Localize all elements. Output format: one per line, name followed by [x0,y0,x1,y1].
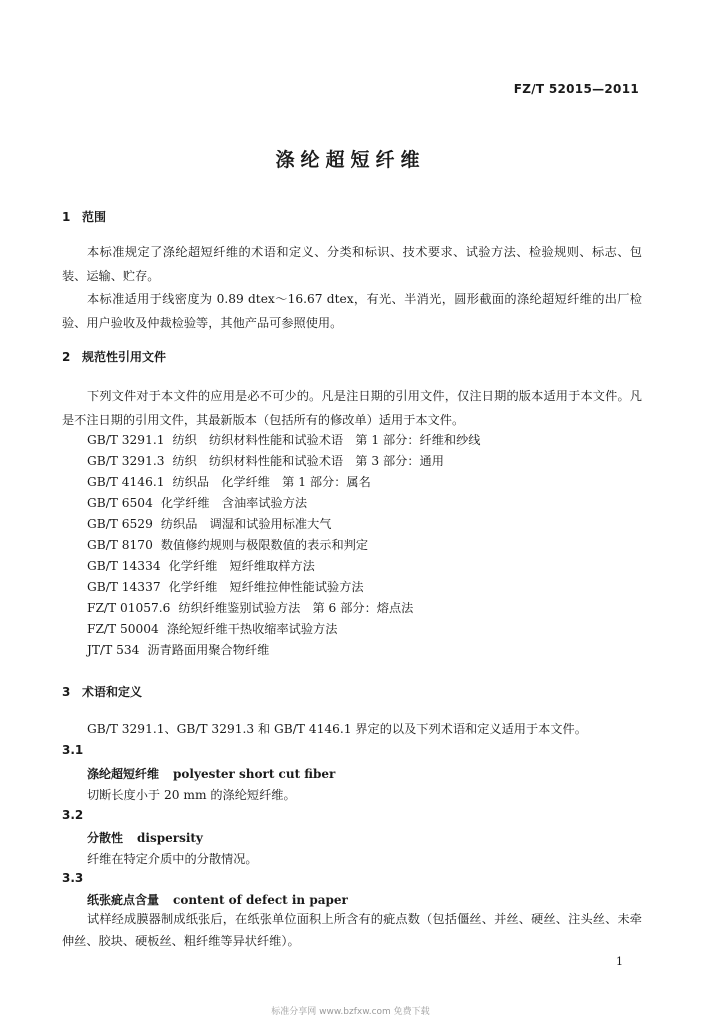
reference-item [87,535,368,555]
section-title: 范围 [82,210,107,224]
reference-code: GB/T 3291.3 [87,454,165,468]
reference-code: FZ/T 50004 [87,622,159,636]
reference-item [87,472,371,492]
document-title: 涤纶超短纤维 [275,149,426,171]
term-entry [87,765,335,782]
reference-item [87,577,364,597]
reference-code: GB/T 6529 [87,517,153,531]
normative-intro: 下列文件对于本文件的应用是必不可少的。凡是注日期的引用文件，仅注日期的版本适用于本文件。凡是不注日期的引用文件，其最新版本（包括所有的修改单）适用于本文件。 [62,389,642,427]
term-chinese: 涤纶超短纤维 [87,767,160,781]
term-entry [87,891,348,908]
reference-name: 沥青路面用聚合物纤维 [147,643,270,657]
reference-item [87,598,413,618]
reference-name: 化学纤维 含油率试验方法 [160,496,308,510]
term-definition: 纤维在特定介质中的分散情况。 [87,852,258,866]
section-number: 3 [62,685,71,699]
reference-item [87,430,480,450]
section-title: 术语和定义 [82,685,143,699]
scope-paragraph-2: 本标准适用于线密度为 0.89 dtex～16.67 dtex，有光、半消光，圆形截面的涤纶超短纤维的出厂检验、用户验收及仲裁检验等，其他产品可参照使用。 [62,292,642,330]
reference-code: GB/T 6504 [87,496,153,510]
reference-item [87,556,315,576]
term-english: dispersity [137,831,203,845]
term-chinese: 纸张疵点含量 [87,893,160,907]
term-definition: 试样经成膜器制成纸张后，在纸张单位面积上所含有的疵点数（包括僵丝、并丝、硬丝、注头丝、未牵伸丝、胶块、硬板丝、粗纤维等异状纤维）。 [62,912,642,948]
reference-name: 数值修约规则与极限数值的表示和判定 [160,538,369,552]
reference-code: JT/T 534 [87,643,140,657]
terms-intro: GB/T 3291.1、GB/T 3291.3 和 GB/T 4146.1 界定的以及下列术语和定义适用于本文件。 [87,722,587,736]
section-heading-scope [62,208,106,225]
standard-number: FZ/T 52015—2011 [513,82,639,96]
section-number: 1 [62,210,71,224]
term-english: content of defect in paper [173,893,348,907]
reference-item [87,640,269,660]
reference-item [87,619,337,639]
reference-name: 纺织品 化学纤维 第 1 部分：属名 [172,475,371,489]
reference-code: GB/T 4146.1 [87,475,165,489]
term-number: 3.3 [62,871,84,885]
scope-paragraph-1: 本标准规定了涤纶超短纤维的术语和定义、分类和标识、技术要求、试验方法、检验规则、标志、包装、运输、贮存。 [62,245,642,283]
reference-code: GB/T 3291.1 [87,433,165,447]
reference-name: 纺织 纺织材料性能和试验术语 第 3 部分：通用 [172,454,444,468]
term-number: 3.1 [62,743,84,757]
term-chinese: 分散性 [87,831,124,845]
section-title: 规范性引用文件 [82,350,167,364]
reference-name: 化学纤维 短纤维取样方法 [168,559,315,573]
section-number: 2 [62,350,71,364]
reference-item [87,493,307,513]
term-definition: 切断长度小于 20 mm 的涤纶短纤维。 [87,788,296,802]
reference-name: 纺织品 调湿和试验用标准大气 [160,517,332,531]
reference-item [87,451,444,471]
page-number: 1 [616,955,623,968]
section-heading-terms [62,683,142,700]
reference-code: GB/T 14337 [87,580,161,594]
reference-name: 涤纶短纤维干热收缩率试验方法 [166,622,338,636]
reference-name: 化学纤维 短纤维拉伸性能试验方法 [168,580,364,594]
reference-code: GB/T 14334 [87,559,161,573]
section-heading-normative-references [62,348,166,365]
term-english: polyester short cut fiber [173,767,336,781]
reference-name: 纺织 纺织材料性能和试验术语 第 1 部分：纤维和纱线 [172,433,481,447]
reference-code: GB/T 8170 [87,538,153,552]
term-entry [87,829,203,846]
reference-code: FZ/T 01057.6 [87,601,171,615]
watermark-footer: 标准分享网 www.bzfxw.com 免费下载 [271,1007,430,1017]
reference-name: 纺织纤维鉴别试验方法 第 6 部分：熔点法 [178,601,414,615]
term-number: 3.2 [62,808,84,822]
reference-item [87,514,331,534]
